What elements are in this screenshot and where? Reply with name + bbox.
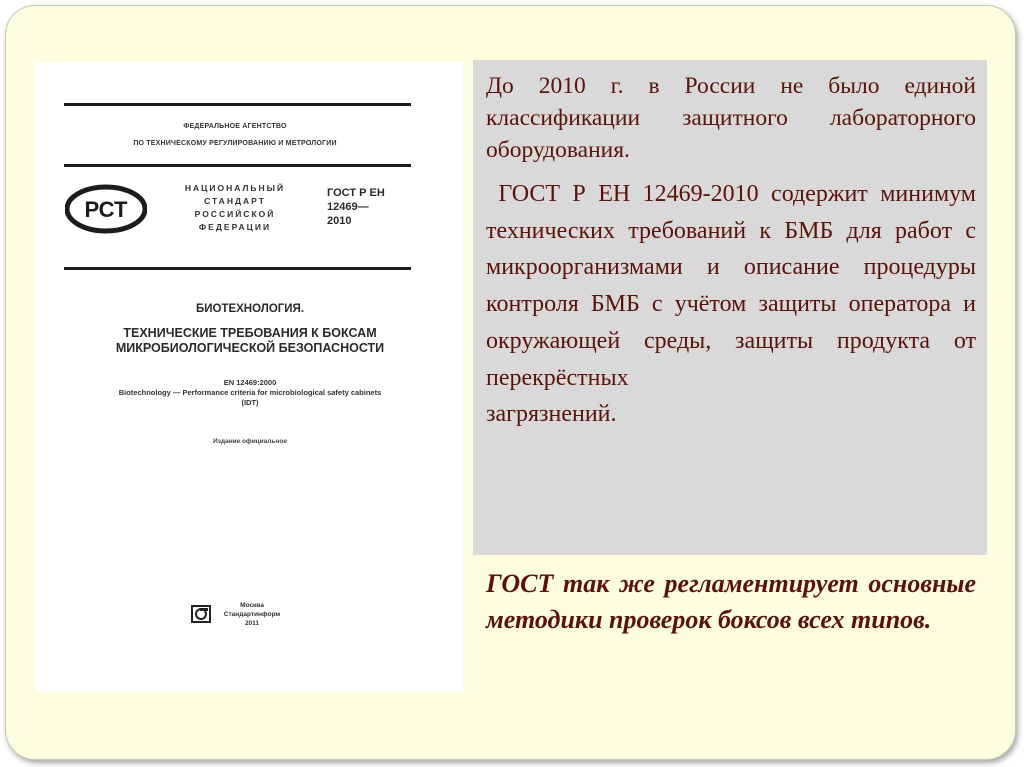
- gost-code: ГОСТ Р ЕН 12469— 2010: [327, 187, 385, 227]
- cover-top-rule: [64, 103, 411, 106]
- gost-document-cover: [35, 62, 463, 692]
- paragraph-history: До 2010 г. в России не было единой классификации защитного лабораторного оборудования.: [486, 73, 976, 163]
- cover-subject: БИОТЕХНОЛОГИЯ.: [195, 303, 305, 315]
- paragraph-gost-content-last-line: загрязнений.: [486, 401, 617, 428]
- cover-agency: ФЕДЕРАЛЬНОЕ АГЕНТСТВО ПО ТЕХНИЧЕСКОМУ РЕГУЛИРОВАНИЮ И МЕТРОЛОГИИ: [133, 123, 337, 147]
- paragraph-methods: ГОСТ так же регламентирует основные методики проверок боксов всех типов.: [486, 569, 976, 634]
- cover-third-rule: [64, 267, 411, 270]
- national-standard-label: НАЦИОНАЛЬНЫЙ СТАНДАРТ РОССИЙСКОЙ ФЕДЕРАЦИИ: [184, 183, 286, 232]
- rst-logo-icon: [65, 184, 147, 234]
- logo-text: РСТ: [84, 197, 128, 222]
- en-reference: EN 12469:2000 Biotechnology — Performance criteria for microbiological safety cabinets (IDT): [118, 378, 382, 407]
- paragraph-gost-content-main: ГОСТ Р ЕН 12469-2010 содержит минимум технических требований к БМБ для работ с микроорганизмами и описание процедуры контроля БМБ с учётом защиты оператора и окружающей среды, защиты продукта от перекрёстных: [486, 181, 976, 391]
- cover-title: ТЕХНИЧЕСКИЕ ТРЕБОВАНИЯ К БОКСАМ МИКРОБИОЛОГИЧЕСКОЙ БЕЗОПАСНОСТИ: [115, 326, 385, 355]
- publisher-logo-icon: [191, 605, 211, 623]
- official-edition: Издание официальное: [213, 438, 287, 445]
- paragraph-gost-content: [486, 176, 976, 433]
- cover-second-rule: [64, 164, 411, 167]
- publisher-info: Москва Стандартинформ 2011: [223, 602, 281, 627]
